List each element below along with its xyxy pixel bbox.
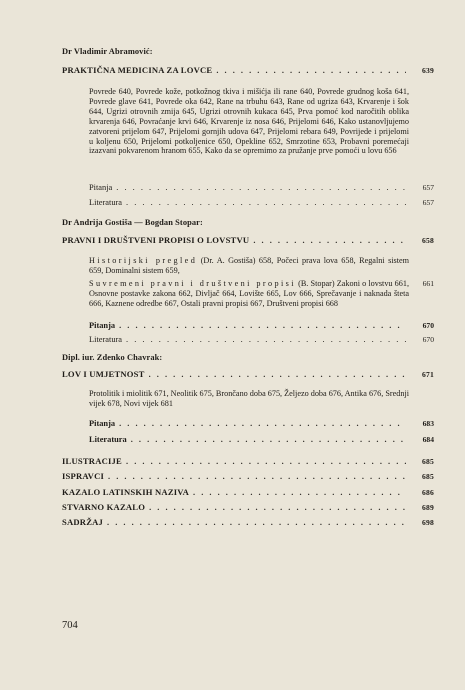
toc-entry-questions — [89, 321, 434, 330]
toc-entry-questions — [89, 419, 434, 428]
page-number: 686 — [422, 488, 434, 497]
toc-entry-latin-index — [62, 487, 434, 497]
chapter-title: PRAVNI I DRUŠTVENI PROPISI O LOVSTVU — [62, 235, 250, 245]
sub-label: Literatura — [89, 335, 123, 344]
page-number: 639 — [422, 66, 434, 75]
page-number: 657 — [422, 183, 434, 192]
chapter-title: ISPRAVCI — [62, 471, 105, 481]
toc-entry-chapter — [62, 369, 434, 379]
toc-entry-contents — [62, 517, 434, 527]
sub-label: Pitanja — [89, 321, 116, 330]
subsection-text: (B. Stopar) Zakoni o lovstvu 661, Osnovne postavke zakona 662, Divljač 664, Lovište 665, Lov 666, Sprečavanje i naknada šteta 666, Kaznene odredbe 667, Ostali pravni propisi 667, Društveni propisi 668 — [89, 279, 410, 308]
page-number: 671 — [422, 370, 434, 379]
dot-leader — [116, 183, 406, 192]
toc-entry-illustrations — [62, 456, 434, 466]
page-number: 698 — [422, 518, 434, 527]
page-number: 685 — [422, 472, 434, 481]
subsection-heading-spaced: Suvremeni pravni i društveni propisi — [89, 279, 296, 288]
toc-entry-subject-index — [62, 502, 434, 512]
dot-leader — [149, 370, 406, 379]
chapter-contents-paragraph: Povrede 640, Povrede kože, potkožnog tkiva i mišićja ili rane 640, Povrede grudnog koša 641, Povrede glave 641, Povrede oka 642, Rane na trbuhu 643, Rane od ugriza 643, Krvarenje i šok 644, Ugrizi otrovnih zmija 645, Ugrizi otrovnih kukaca 645, Prva pomoć kod naročitih oblika krvarenja 646, Povraćanje krvi 646, Krvarenje iz nosa 646, Prijelomi 646, Kako ustanovljujemo zatvoreni prijelom 647, Prijelomi gornjih udova 647, Prijelomi rebara 649, Povrijede i prijelomi u koljenu 650, Prijelomi potkoljenice 650, Opekline 652, Smrzotine 653, Probavni poremećaji izazvani pokvarenom hranom 655, Kako da se opremimo za pružanje prve pomoći u lovu 656 — [89, 87, 409, 156]
chapter-contents-paragraph — [89, 256, 409, 276]
toc-entry-corrections — [62, 471, 434, 481]
page-number: 689 — [422, 503, 434, 512]
dot-leader — [107, 518, 406, 527]
toc-entry-literature — [89, 198, 434, 207]
page-folio-number: 704 — [62, 620, 78, 631]
dot-leader — [119, 321, 406, 330]
sub-label: Pitanja — [89, 183, 113, 192]
dot-leader — [126, 335, 406, 344]
subsection-text: (Dr. A. Gostiša) 658, Počeci prava lova 658, Regalni sistem 659, Dominalni sistem 659, — [89, 256, 409, 275]
toc-entry-literature — [89, 335, 434, 344]
toc-entry-literature — [89, 435, 434, 444]
page-number: 670 — [422, 335, 434, 344]
sub-label: Literatura — [89, 435, 127, 444]
section-author: Dr Andrija Gostiša — Bogdan Stopar: — [62, 218, 203, 227]
toc-entry-chapter — [62, 65, 434, 75]
toc-entry-questions — [89, 183, 434, 192]
section-author: Dr Vladimir Abramović: — [62, 47, 153, 56]
dot-leader — [253, 236, 406, 245]
sub-label: Literatura — [89, 198, 123, 207]
toc-entry-chapter — [62, 235, 434, 245]
page-number: 658 — [422, 236, 434, 245]
chapter-title: KAZALO LATINSKIH NAZIVA — [62, 487, 190, 497]
dot-leader — [126, 198, 406, 207]
chapter-title: ILUSTRACIJE — [62, 456, 122, 466]
dot-leader — [131, 435, 406, 444]
chapter-title: LOV I UMJETNOST — [62, 369, 145, 379]
subsection-heading-spaced: Historijski pregled — [89, 256, 198, 265]
page-number: 657 — [422, 198, 434, 207]
dot-leader — [216, 66, 406, 75]
sub-label: Pitanja — [89, 419, 116, 428]
page-number: 670 — [422, 321, 434, 330]
dot-leader — [108, 472, 406, 481]
chapter-title: SADRŽAJ — [62, 517, 104, 527]
chapter-title: PRAKTIČNA MEDICINA ZA LOVCE — [62, 65, 213, 75]
chapter-title: STVARNO KAZALO — [62, 502, 146, 512]
section-author: Dipl. iur. Zdenko Chavrak: — [62, 353, 163, 362]
page-number: 683 — [422, 419, 434, 428]
page-number: 685 — [422, 457, 434, 466]
dot-leader — [193, 488, 406, 497]
page-number: 661 — [422, 279, 434, 288]
dot-leader — [119, 419, 406, 428]
dot-leader — [149, 503, 406, 512]
page-number: 684 — [422, 435, 434, 444]
dot-leader — [126, 457, 406, 466]
chapter-contents-paragraph — [89, 279, 409, 309]
chapter-contents-paragraph: Protolitik i miolitik 671, Neolitik 675, Brončano doba 675, Željezo doba 676, Antika 676, Srednji vijek 678, Novi vijek 681 — [89, 389, 409, 408]
